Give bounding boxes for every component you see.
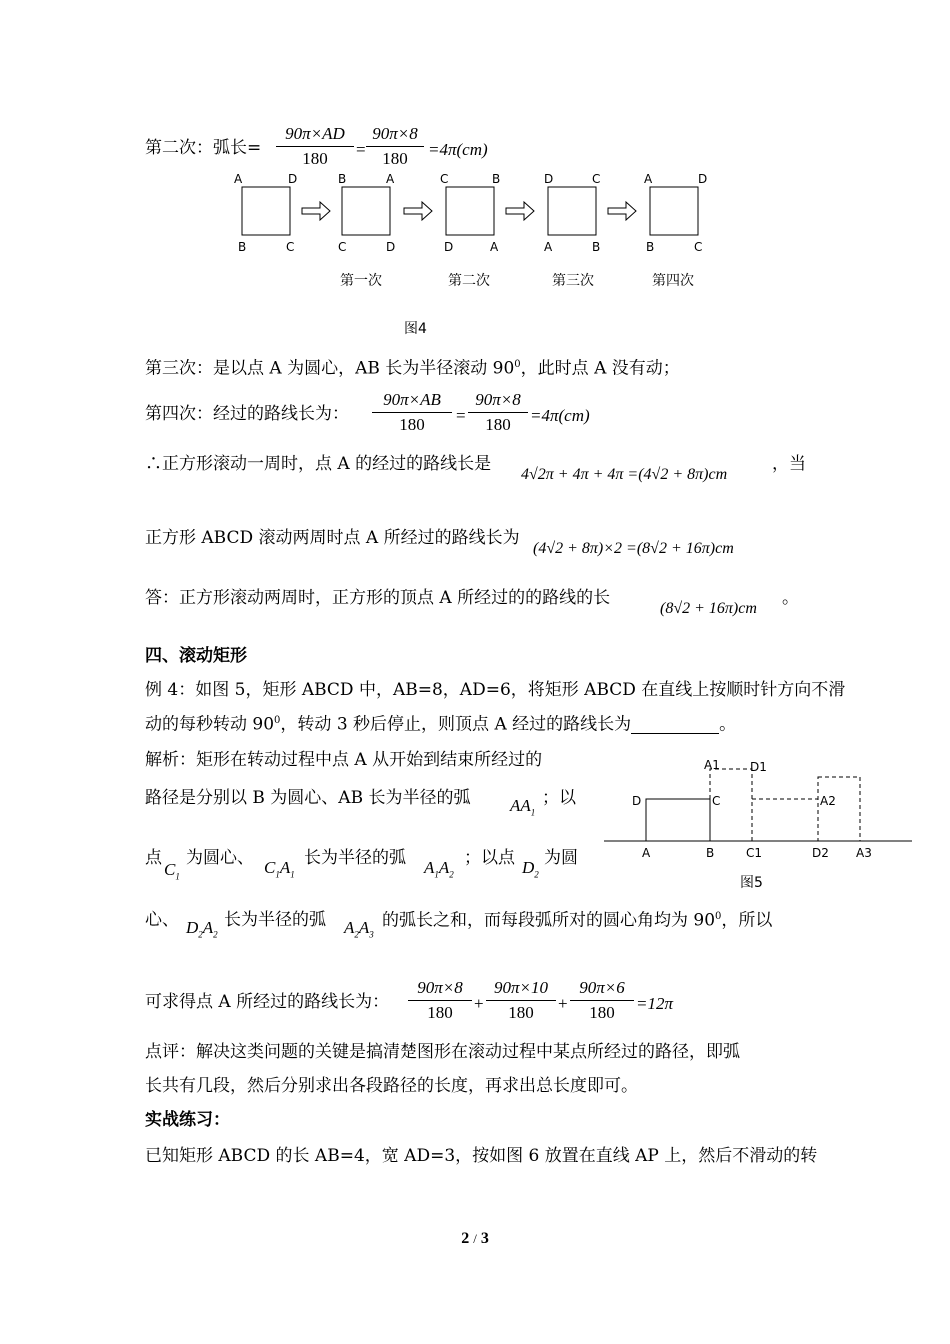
fig4-arrow-3 [506, 202, 534, 220]
fraction-total-3 [570, 978, 634, 1023]
vertex-label: A [234, 172, 243, 186]
third-roll-line [145, 360, 680, 378]
total-result: =12π [636, 994, 673, 1013]
fraction-total-1 [408, 978, 472, 1023]
fig4-arrow-1 [302, 202, 330, 220]
second-roll-label: 第二次：弧长= [145, 138, 262, 158]
fraction-total-2 [486, 978, 556, 1023]
therefore-text: ∴正方形滚动一周时，点 A 的经过的路线长是 [145, 454, 492, 474]
fraction-bar [366, 146, 424, 147]
arc-a1a2: $A_1A_2$ [424, 858, 454, 880]
fourth-roll-result: =4π(cm) [530, 406, 590, 425]
example-4-tail: ，转动 3 秒后停止，则顶点 A 经过的路线长为 [280, 714, 632, 735]
text: 长为半径的弧 [304, 848, 406, 868]
fraction-bar [486, 1000, 556, 1001]
page-sep: / [473, 1231, 477, 1246]
fraction-ad [276, 124, 354, 169]
label-a1: A1 [704, 758, 720, 772]
fraction-denominator: 180 [382, 149, 408, 168]
text: 的弧长之和，而每段弧所对的圆心角均为 90 [382, 910, 716, 931]
text [382, 912, 772, 930]
step-label: 第一次 [340, 273, 382, 289]
fraction-numerator: 90π×8 [475, 390, 521, 409]
label-b: B [706, 846, 715, 860]
vertex-label: D [444, 240, 454, 254]
answer-blank [631, 719, 719, 734]
fraction-denominator: 180 [399, 415, 425, 434]
fraction-bar [408, 1000, 472, 1001]
label-a: A [642, 846, 651, 860]
fraction-denominator: 180 [302, 149, 328, 168]
vertex-label: C [440, 172, 449, 186]
page-current: 2 [461, 1230, 470, 1247]
arc-aa1: $AA_1$ [510, 796, 536, 818]
second-roll-line [145, 140, 261, 157]
figure-4-caption: 图4 [404, 321, 427, 337]
plus-sign: + [474, 994, 484, 1013]
text: 点 [145, 848, 162, 868]
vertex-label: C [592, 172, 601, 186]
degree-sup: 0 [514, 359, 521, 370]
two-rounds-text: 正方形 ABCD 滚动两周时点 A 所经过的路线长为 [145, 528, 520, 548]
fraction-numerator: 90π×6 [579, 978, 625, 997]
vertex-label: B [238, 240, 247, 254]
fraction-numerator: 90π×AB [383, 390, 441, 409]
label-a3: A3 [856, 846, 872, 860]
text: 为圆 [544, 848, 578, 868]
solution-line-3 [145, 850, 162, 867]
label-d: D [632, 794, 642, 808]
vertex-label: A [644, 172, 653, 186]
text: 为圆心、 [186, 848, 254, 868]
text: 长为半径的弧 [224, 910, 326, 930]
example-4-end: 。 [719, 714, 737, 735]
fig4-square-2 [338, 172, 395, 254]
step-label: 第三次 [552, 273, 594, 289]
page-total: 3 [480, 1230, 489, 1247]
vertex-label: B [646, 240, 655, 254]
fourth-roll-label: 第四次：经过的路线长为： [145, 404, 349, 424]
plus-sign: + [558, 994, 568, 1013]
fraction-denominator: 180 [508, 1003, 534, 1022]
fig4-arrow-2 [404, 202, 432, 220]
vertex-label: D [386, 240, 396, 254]
arc-a2a3: $A_2A_3$ [344, 918, 374, 940]
vertex-label: B [492, 172, 501, 186]
vertex-label: D [288, 172, 298, 186]
fraction-denominator: 180 [485, 415, 511, 434]
text: ；以点 [464, 848, 515, 868]
fraction-denominator: 180 [427, 1003, 453, 1022]
fraction-8 [366, 124, 424, 169]
example-4-line-2 [145, 716, 736, 734]
point-c1: $C_1$ [164, 860, 180, 882]
vertex-label: D [544, 172, 554, 186]
fig4-square-1 [234, 172, 297, 254]
figure-5-caption: 图5 [740, 875, 763, 891]
fraction-numerator: 90π×8 [417, 978, 463, 997]
label-d1: D1 [750, 760, 767, 774]
text: ，所以 [721, 910, 773, 931]
therefore-tail: ，当 [772, 454, 806, 474]
label-c1: C1 [746, 846, 763, 860]
two-rounds-line [145, 530, 520, 547]
section-heading: 四、滚动矩形 [145, 646, 247, 666]
vertex-label: B [338, 172, 347, 186]
fraction-numerator: 90π×8 [372, 124, 418, 143]
answer-tail: 。 [782, 588, 799, 608]
fraction-8b [468, 390, 528, 435]
label-a2: A2 [820, 794, 836, 808]
solution-text: 路径是分别以 B 为圆心、AB 长为半径的弧 [145, 788, 471, 808]
fraction-bar [372, 412, 452, 413]
figure-4 [220, 165, 740, 345]
solution-line-4: 心、 [145, 910, 179, 930]
third-roll-text: 第三次：是以点 A 为圆心，AB 长为半径滚动 90 [145, 358, 515, 379]
segment-d2a2: $D_2A_2$ [186, 918, 218, 940]
figure-5 [600, 755, 920, 895]
equals-sign: = [356, 140, 366, 159]
fig4-square-4 [544, 172, 600, 254]
step-label: 第二次 [448, 273, 490, 289]
fraction-ab [372, 390, 452, 435]
degree-sup: 0 [715, 911, 722, 922]
fraction-bar [276, 146, 354, 147]
answer-text: 答：正方形滚动两周时，正方形的顶点 A 所经过的的路线的长 [145, 588, 611, 608]
practice-line-1: 已知矩形 ABCD 的长 AB=4，宽 AD=3，按如图 6 放置在直线 AP 上，然后不滑动的转 [145, 1146, 818, 1166]
vertex-label: B [592, 240, 601, 254]
fraction-denominator: 180 [589, 1003, 615, 1022]
vertex-label: A [490, 240, 499, 254]
vertex-label: C [338, 240, 347, 254]
answer-line [145, 590, 610, 607]
therefore-line [145, 456, 491, 473]
vertex-label: C [286, 240, 295, 254]
fig4-square-5 [644, 172, 707, 254]
therefore-math: 4√2π + 4π + 4π =(4√2 + 8π)cm [521, 466, 728, 483]
vertex-label: D [698, 172, 708, 186]
answer-math: (8√2 + 16π)cm [660, 600, 757, 617]
point-d2: $D_2$ [522, 858, 539, 880]
fraction-numerator: 90π×AD [285, 124, 345, 143]
solution-tail: ；以 [542, 788, 576, 808]
fig4-arrow-4 [608, 202, 636, 220]
two-rounds-math: (4√2 + 8π)×2 =(8√2 + 16π)cm [533, 540, 734, 557]
fraction-numerator: 90π×10 [494, 978, 548, 997]
label-c: C [712, 794, 721, 808]
total-label: 可求得点 A 所经过的路线长为： [145, 992, 390, 1012]
page-number [0, 1230, 950, 1248]
step-label: 第四次 [652, 273, 694, 289]
third-roll-tail: ，此时点 A 没有动； [520, 358, 680, 379]
fraction-bar [570, 1000, 634, 1001]
solution-line-2 [145, 790, 470, 807]
fraction-bar [468, 412, 528, 413]
vertex-label: A [386, 172, 395, 186]
fourth-roll-line [145, 406, 349, 423]
fig4-square-3 [440, 172, 500, 254]
equals-sign: = [456, 406, 466, 425]
example-4-line-1: 例 4：如图 5，矩形 ABCD 中，AB=8，AD=6，将矩形 ABCD 在直线上按顺时针方向不滑 [145, 680, 846, 700]
segment-c1a1: $C_1A_1$ [264, 858, 295, 880]
vertex-label: A [544, 240, 553, 254]
second-roll-result: =4π(cm) [428, 140, 488, 159]
example-4-text: 动的每秒转动 90 [145, 714, 275, 735]
comment-line-2: 长共有几段，然后分别求出各段路径的长度，再求出总长度即可。 [145, 1076, 638, 1096]
comment-line-1: 点评：解决这类问题的关键是搞清楚图形在滚动过程中某点所经过的路径，即弧 [145, 1042, 740, 1062]
vertex-label: C [694, 240, 703, 254]
degree-sup: 0 [274, 715, 281, 726]
label-d2: D2 [812, 846, 829, 860]
practice-heading: 实战练习： [145, 1110, 230, 1130]
solution-line-1: 解析：矩形在转动过程中点 A 从开始到结束所经过的 [145, 750, 543, 770]
